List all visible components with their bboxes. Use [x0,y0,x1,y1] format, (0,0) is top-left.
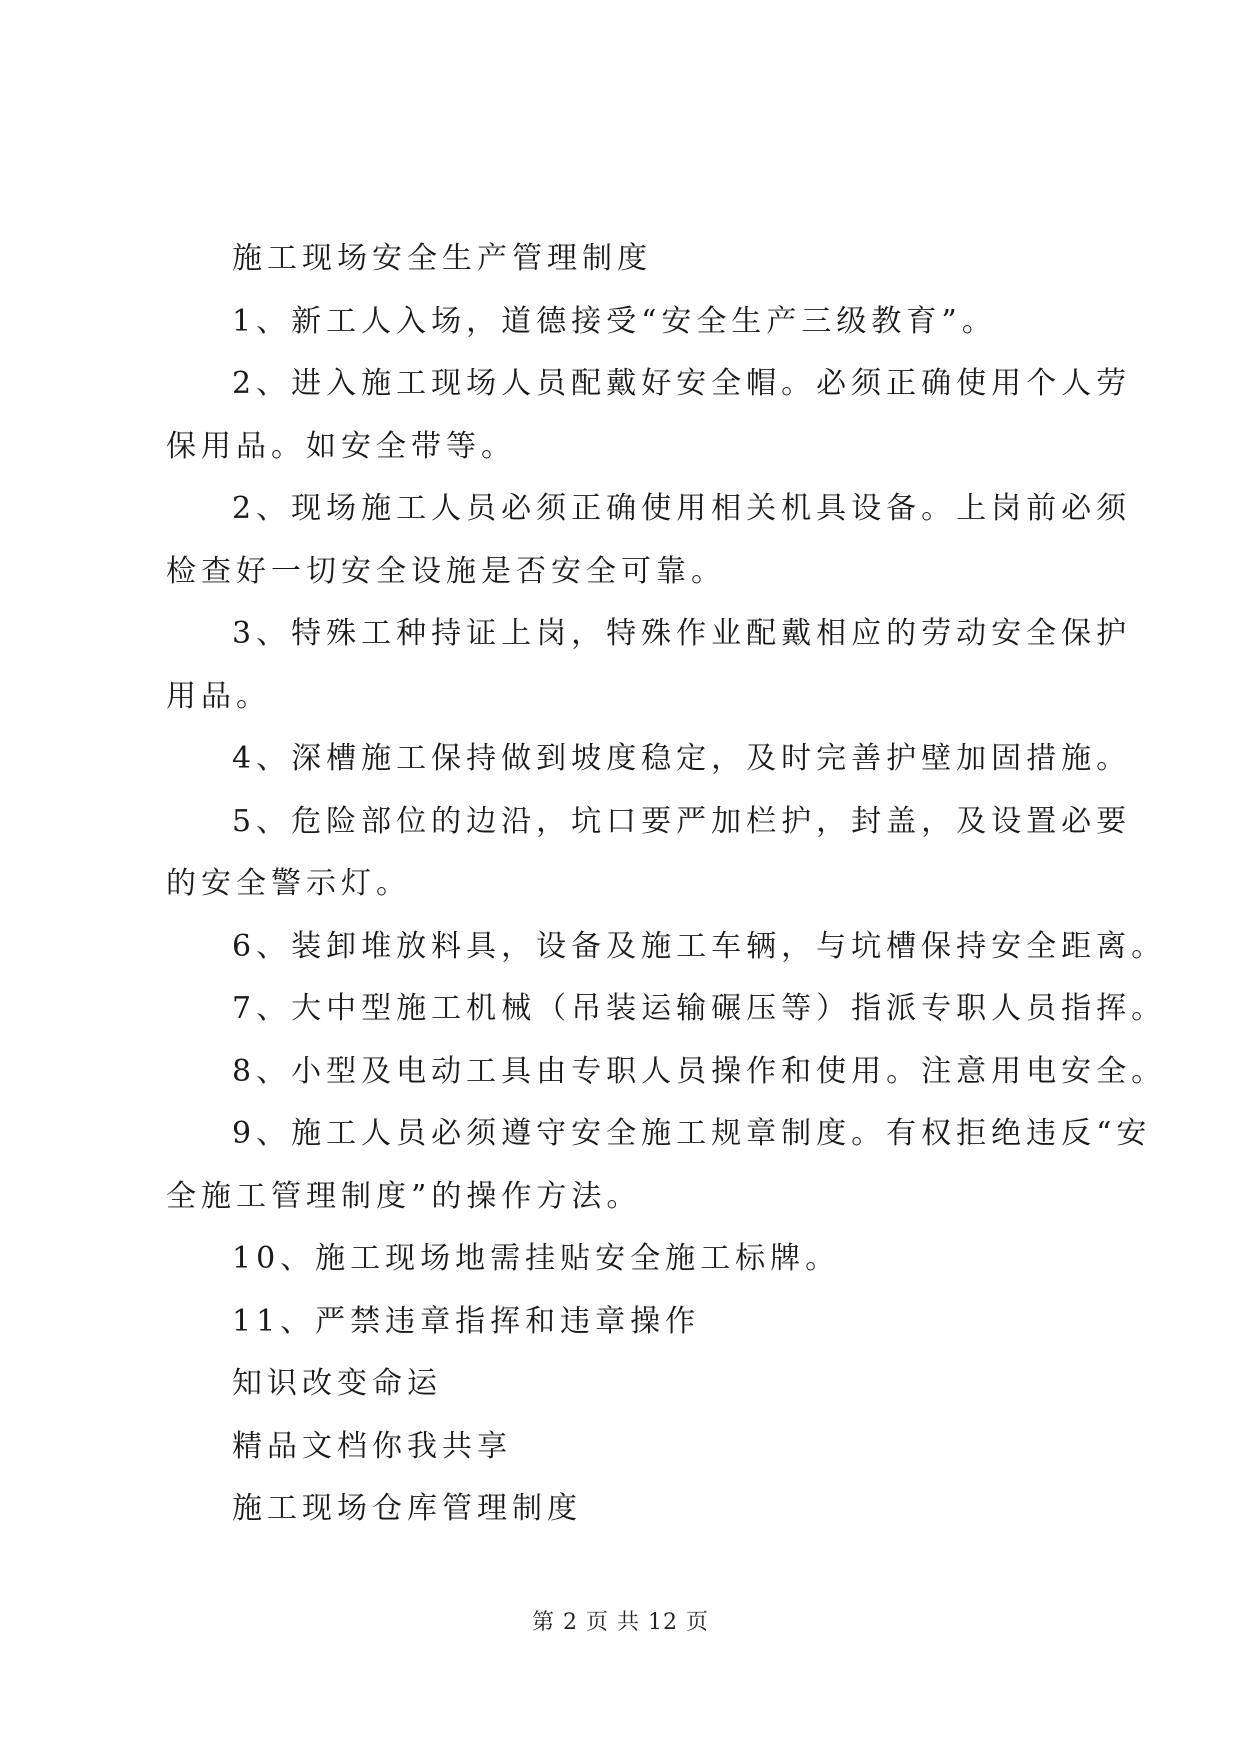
paragraph-line: 1、新工人入场，道德接受“安全生产三级教育”。 [232,303,997,339]
page-number-footer: 第 2 页 共 12 页 [532,1610,709,1635]
paragraph-line: 2、现场施工人员必须正确使用相关机具设备。上岗前必须 [232,491,1132,526]
section-title: 施工现场仓库管理制度 [232,1491,582,1526]
paragraph-line: 5、危险部位的边沿，坑口要严加栏护，封盖，及设置必要 [232,803,1132,839]
paragraph-line: 3、特殊工种持证上岗，特殊作业配戴相应的劳动安全保护 [232,616,1132,651]
paragraph-line: 检查好一切安全设施是否安全可靠。 [166,553,726,589]
paragraph-line: 11、严禁违章指挥和违章操作 [232,1303,701,1339]
section-title: 施工现场安全生产管理制度 [232,241,652,276]
document-body [166,228,1167,1541]
paragraph-line: 用品。 [166,678,271,714]
paragraph-line: 10、施工现场地需挂贴安全施工标牌。 [232,1241,841,1276]
paragraph-line: 8、小型及电动工具由专职人员操作和使用。注意用电安全。 [232,1053,1167,1089]
paragraph-line: 的安全警示灯。 [166,866,411,901]
paragraph-line: 全施工管理制度”的操作方法。 [166,1178,642,1214]
paragraph-line: 4、深槽施工保持做到坡度稳定，及时完善护壁加固措施。 [232,741,1132,776]
paragraph-line: 7、大中型施工机械（吊装运输碾压等）指派专职人员指挥。 [232,991,1167,1026]
paragraph-line: 2、进入施工现场人员配戴好安全帽。必须正确使用个人劳 [232,366,1132,401]
paragraph-line: 6、装卸堆放料具，设备及施工车辆，与坑槽保持安全距离。 [232,928,1167,964]
paragraph-line: 知识改变命运 [232,1366,442,1401]
paragraph-line: 保用品。如安全带等。 [166,428,516,464]
paragraph-line: 精品文档你我共享 [232,1428,512,1464]
paragraph-line: 9、施工人员必须遵守安全施工规章制度。有权拒绝违反“安 [232,1116,1152,1151]
